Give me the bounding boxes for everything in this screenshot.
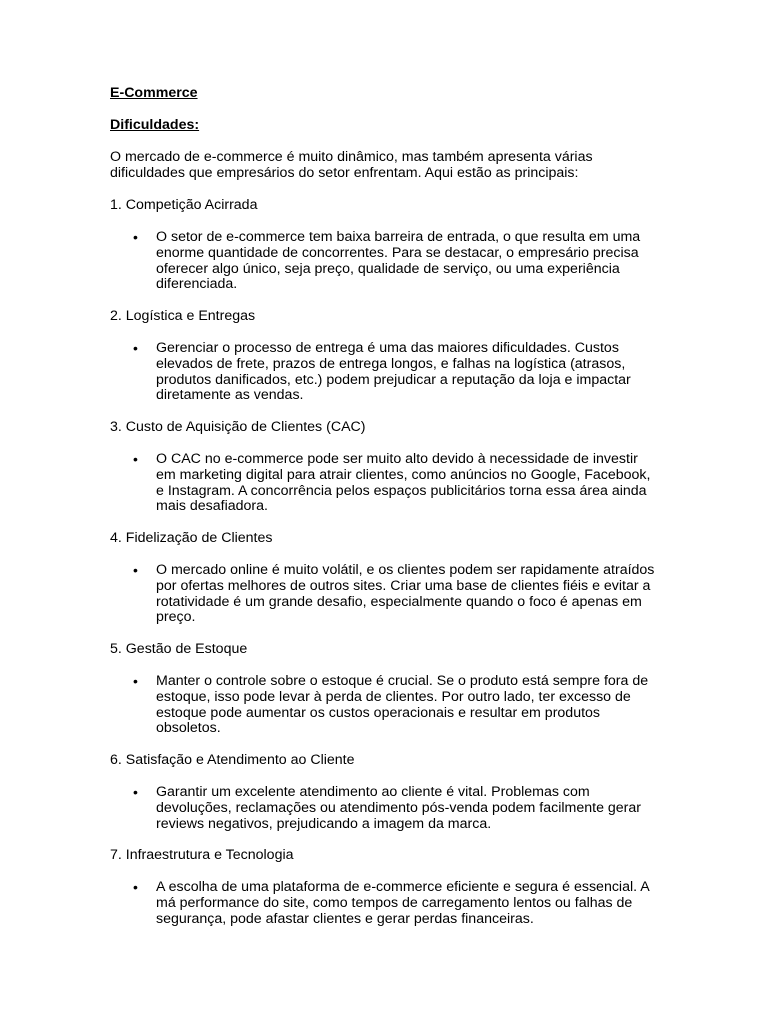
- bullet-text-line: reviews negativos, prejudicando a imagem da marca.: [156, 815, 492, 832]
- bullet-text-line: por ofertas melhores de outros sites. Criar uma base de clientes fiéis e evitar a: [156, 577, 651, 594]
- bullet-text-line: A escolha de uma plataforma de e-commerce eficiente e segura é essencial. A: [156, 879, 650, 895]
- bullet-icon: •: [133, 673, 138, 689]
- bullet-text-line: oferecer algo único, seja preço, qualidade de serviço, ou uma experiência: [156, 260, 620, 277]
- intro-line-1: O mercado de e-commerce é muito dinâmico, mas também apresenta várias: [110, 149, 593, 165]
- bullet-text-line: diretamente as vendas.: [156, 387, 304, 404]
- difficulty-heading: 7. Infraestrutura e Tecnologia: [110, 847, 294, 863]
- difficulty-heading: 4. Fidelização de Clientes: [110, 530, 273, 546]
- bullet-icon: •: [133, 229, 138, 245]
- bullet-text-line: Gerenciar o processo de entrega é uma das maiores dificuldades. Custos: [156, 340, 619, 356]
- intro-line-2: dificuldades que empresários do setor enfrentam. Aqui estão as principais:: [110, 165, 579, 181]
- difficulty-heading: 1. Competição Acirrada: [110, 197, 258, 213]
- bullet-text-line: Manter o controle sobre o estoque é crucial. Se o produto está sempre fora de: [156, 673, 649, 689]
- difficulty-heading: 6. Satisfação e Atendimento ao Cliente: [110, 752, 355, 768]
- bullet-icon: •: [133, 879, 138, 895]
- bullet-text-line: diferenciada.: [156, 276, 238, 293]
- bullet-text-line: mais desafiadora.: [156, 498, 268, 515]
- bullet-text-line: rotatividade é um grande desafio, especialmente quando o foco é apenas em: [156, 593, 642, 610]
- bullet-text-line: segurança, pode afastar clientes e gerar perdas financeiras.: [156, 910, 534, 927]
- bullet-icon: •: [133, 451, 138, 467]
- bullet-text-line: O CAC no e-commerce pode ser muito alto devido à necessidade de investir: [156, 451, 638, 467]
- bullet-icon: •: [133, 784, 138, 800]
- bullet-text-line: Garantir um excelente atendimento ao cliente é vital. Problemas com: [156, 784, 590, 800]
- bullet-text-line: produtos danificados, etc.) podem prejudicar a reputação da loja e impactar: [156, 371, 631, 388]
- bullet-text-line: estoque, isso pode levar à perda de clientes. Por outro lado, ter excesso de: [156, 688, 631, 705]
- section-heading-dificuldades: Dificuldades:: [110, 117, 200, 133]
- bullet-text-line: obsoletos.: [156, 720, 221, 737]
- difficulty-heading: 2. Logística e Entregas: [110, 308, 256, 324]
- bullet-text-line: elevados de frete, prazos de entrega longos, e falhas na logística (atrasos,: [156, 355, 626, 372]
- document-title: E-Commerce: [110, 85, 198, 101]
- bullet-icon: •: [133, 562, 138, 578]
- bullet-text-line: O mercado online é muito volátil, e os clientes podem ser rapidamente atraídos: [156, 562, 655, 578]
- bullet-text-line: enorme quantidade de concorrentes. Para se destacar, o empresário precisa: [156, 244, 639, 261]
- bullet-text-line: O setor de e-commerce tem baixa barreira de entrada, o que resulta em uma: [156, 229, 641, 245]
- bullet-text-line: e Instagram. A concorrência pelos espaços publicitários torna essa área ainda: [156, 482, 647, 499]
- bullet-text-line: preço.: [156, 609, 196, 626]
- bullet-text-line: devoluções, reclamações ou atendimento pós-venda podem facilmente gerar: [156, 799, 642, 816]
- bullet-icon: •: [133, 340, 138, 356]
- difficulty-heading: 5. Gestão de Estoque: [110, 641, 248, 657]
- bullet-text-line: em marketing digital para atrair clientes, como anúncios no Google, Facebook,: [156, 466, 651, 483]
- bullet-text-line: má performance do site, como tempos de carregamento lentos ou falhas de: [156, 894, 633, 911]
- bullet-text-line: estoque pode aumentar os custos operacionais e resultar em produtos: [156, 704, 601, 721]
- difficulty-heading: 3. Custo de Aquisição de Clientes (CAC): [110, 419, 366, 435]
